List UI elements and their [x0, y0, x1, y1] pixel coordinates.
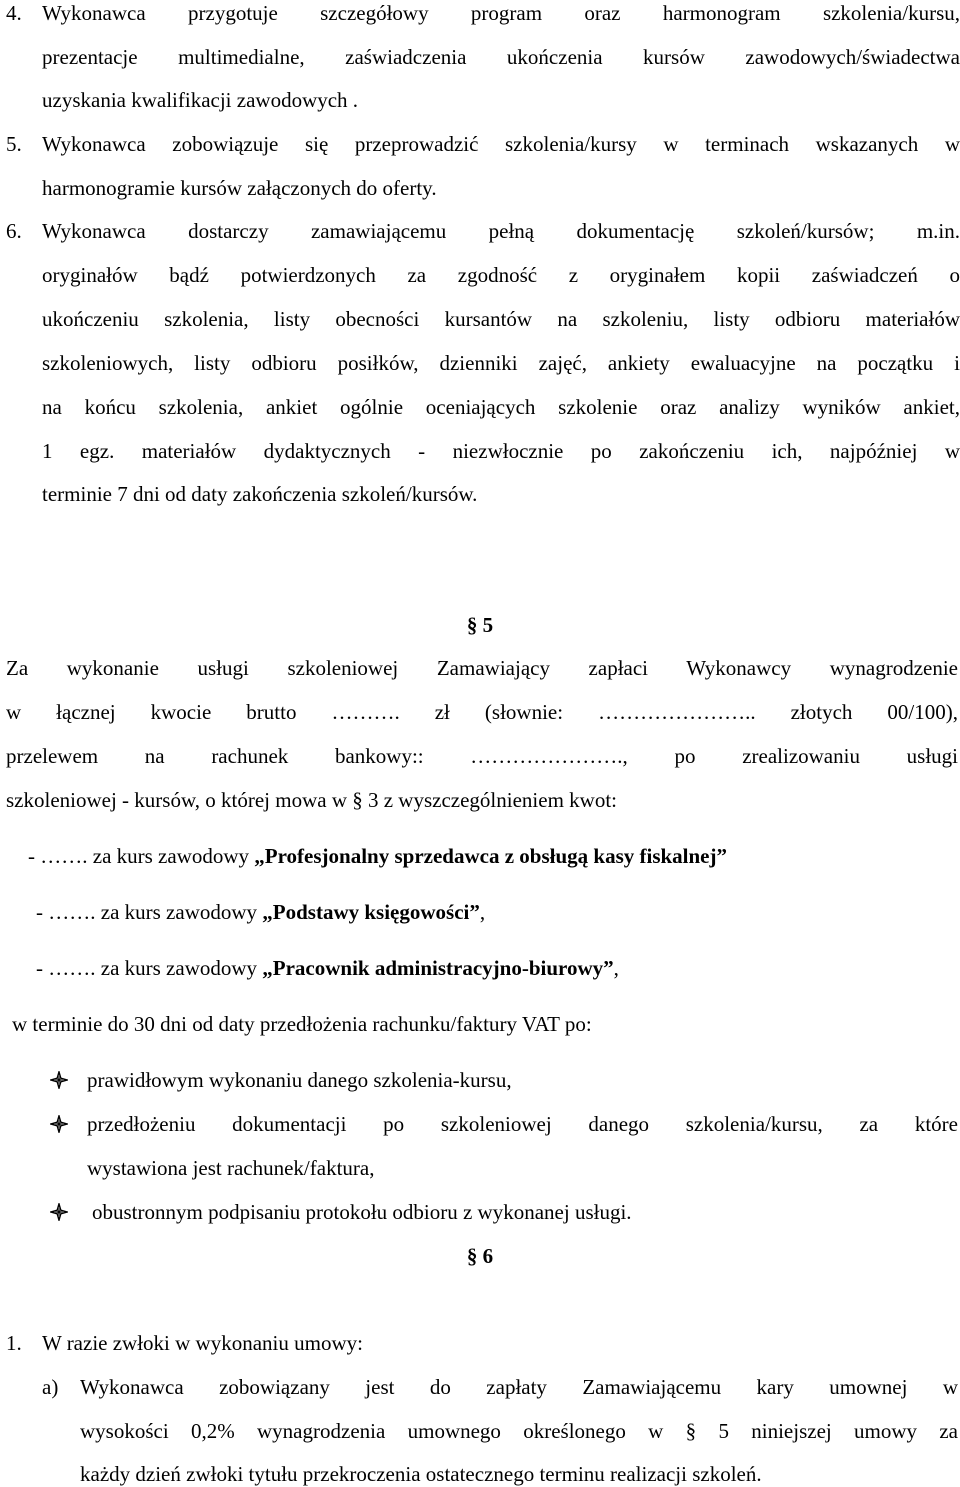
paragraph-line: Wykonawca dostarczy zamawiającemu pełną dokumentację szkoleń/kursów; m.in. — [42, 219, 960, 243]
condition-item-continuation: wystawiona jest rachunek/faktura, — [87, 1156, 375, 1180]
condition-item: przedłożeniu dokumentacji po szkoleniowej danego szkolenia/kursu, za które — [87, 1112, 958, 1136]
paragraph-line: w łącznej kwocie brutto ………. zł (słownie: ………………….. złotych 00/100), — [6, 700, 958, 724]
diamond-star-icon — [50, 1203, 68, 1221]
paragraph-line: Wykonawca zobowiązuje się przeprowadzić szkolenia/kursy w terminach wskazanych w — [42, 132, 960, 156]
section-sign: § — [466, 1244, 478, 1268]
paragraph-line: Wykonawca przygotuje szczegółowy program oraz harmonogram szkolenia/kursu, — [42, 1, 960, 25]
paragraph-line: 1 egz. materiałów dydaktycznych - niezwłocznie po zakończeniu ich, najpóźniej w — [42, 439, 960, 463]
paragraph-line: Za wykonanie usługi szkoleniowej Zamawiający zapłaci Wykonawcy wynagrodzenie — [6, 656, 958, 680]
payment-deadline: w terminie do 30 dni od daty przedłożenia rachunku/faktury VAT po: — [12, 1012, 592, 1036]
paragraph-line: Wykonawca zobowiązany jest do zapłaty Zamawiającemu kary umownej w — [80, 1375, 958, 1399]
course-prefix: - ……. za kurs zawodowy — [36, 956, 263, 980]
section-number: 6 — [482, 1244, 494, 1268]
list-number: 1. — [6, 1331, 22, 1355]
course-prefix: - ……. za kurs zawodowy — [36, 900, 263, 924]
paragraph-line: harmonogramie kursów załączonych do oferty. — [42, 176, 437, 200]
section-number: 5 — [482, 613, 494, 637]
course-name: „Pracownik administracyjno-biurowy” — [262, 956, 614, 980]
course-line — [36, 899, 485, 925]
paragraph-line: terminie 7 dni od daty zakończenia szkoleń/kursów. — [42, 482, 478, 506]
section-sign: § — [466, 613, 478, 637]
course-name: „Podstawy księgowości” — [262, 900, 480, 924]
list-number: 6. — [6, 219, 22, 243]
course-line — [36, 955, 619, 981]
paragraph-line: ukończeniu szkolenia, listy obecności kursantów na szkoleniu, listy odbioru materiałów — [42, 307, 960, 331]
section-heading-6 — [0, 1243, 960, 1269]
diamond-star-icon — [50, 1115, 68, 1133]
list-number: 5. — [6, 132, 22, 156]
paragraph-line: przelewem na rachunek bankowy:: …………………., po zrealizowaniu usługi — [6, 744, 958, 768]
paragraph-line: prezentacje multimedialne, zaświadczenia ukończenia kursów zawodowych/świadectwa — [42, 45, 960, 69]
paragraph-line: każdy dzień zwłoki tytułu przekroczenia ostatecznego terminu realizacji szkoleń. — [80, 1462, 762, 1486]
condition-item: prawidłowym wykonaniu danego szkolenia-kursu, — [87, 1068, 512, 1092]
course-line — [28, 843, 727, 869]
list-number: 4. — [6, 1, 22, 25]
section-heading-5 — [0, 612, 960, 638]
condition-item: obustronnym podpisaniu protokołu odbioru z wykonanej usługi. — [92, 1200, 632, 1224]
paragraph-line: szkoleniowych, listy odbioru posiłków, dzienniki zajęć, ankiety ewaluacyjne na początku i — [42, 351, 960, 375]
diamond-star-icon — [50, 1071, 68, 1089]
paragraph-line: uzyskania kwalifikacji zawodowych . — [42, 88, 359, 112]
subitem-label: a) — [42, 1375, 59, 1399]
course-name: „Profesjonalny sprzedawca z obsługą kasy fiskalnej” — [254, 844, 727, 868]
penalty-intro: W razie zwłoki w wykonaniu umowy: — [42, 1331, 363, 1355]
course-prefix: - ……. za kurs zawodowy — [28, 844, 255, 868]
course-suffix: , — [479, 900, 486, 924]
course-suffix: , — [613, 956, 619, 980]
paragraph-line: na końcu szkolenia, ankiet ogólnie oceniających szkolenie oraz analizy wyników ankiet, — [42, 395, 960, 419]
paragraph-line: oryginałów bądź potwierdzonych za zgodność z oryginałem kopii zaświadczeń o — [42, 263, 960, 287]
paragraph-line: szkoleniowej - kursów, o której mowa w § 3 z wyszczególnieniem kwot: — [6, 788, 617, 812]
paragraph-line: wysokości 0,2% wynagrodzenia umownego określonego w § 5 niniejszej umowy za — [80, 1419, 958, 1443]
